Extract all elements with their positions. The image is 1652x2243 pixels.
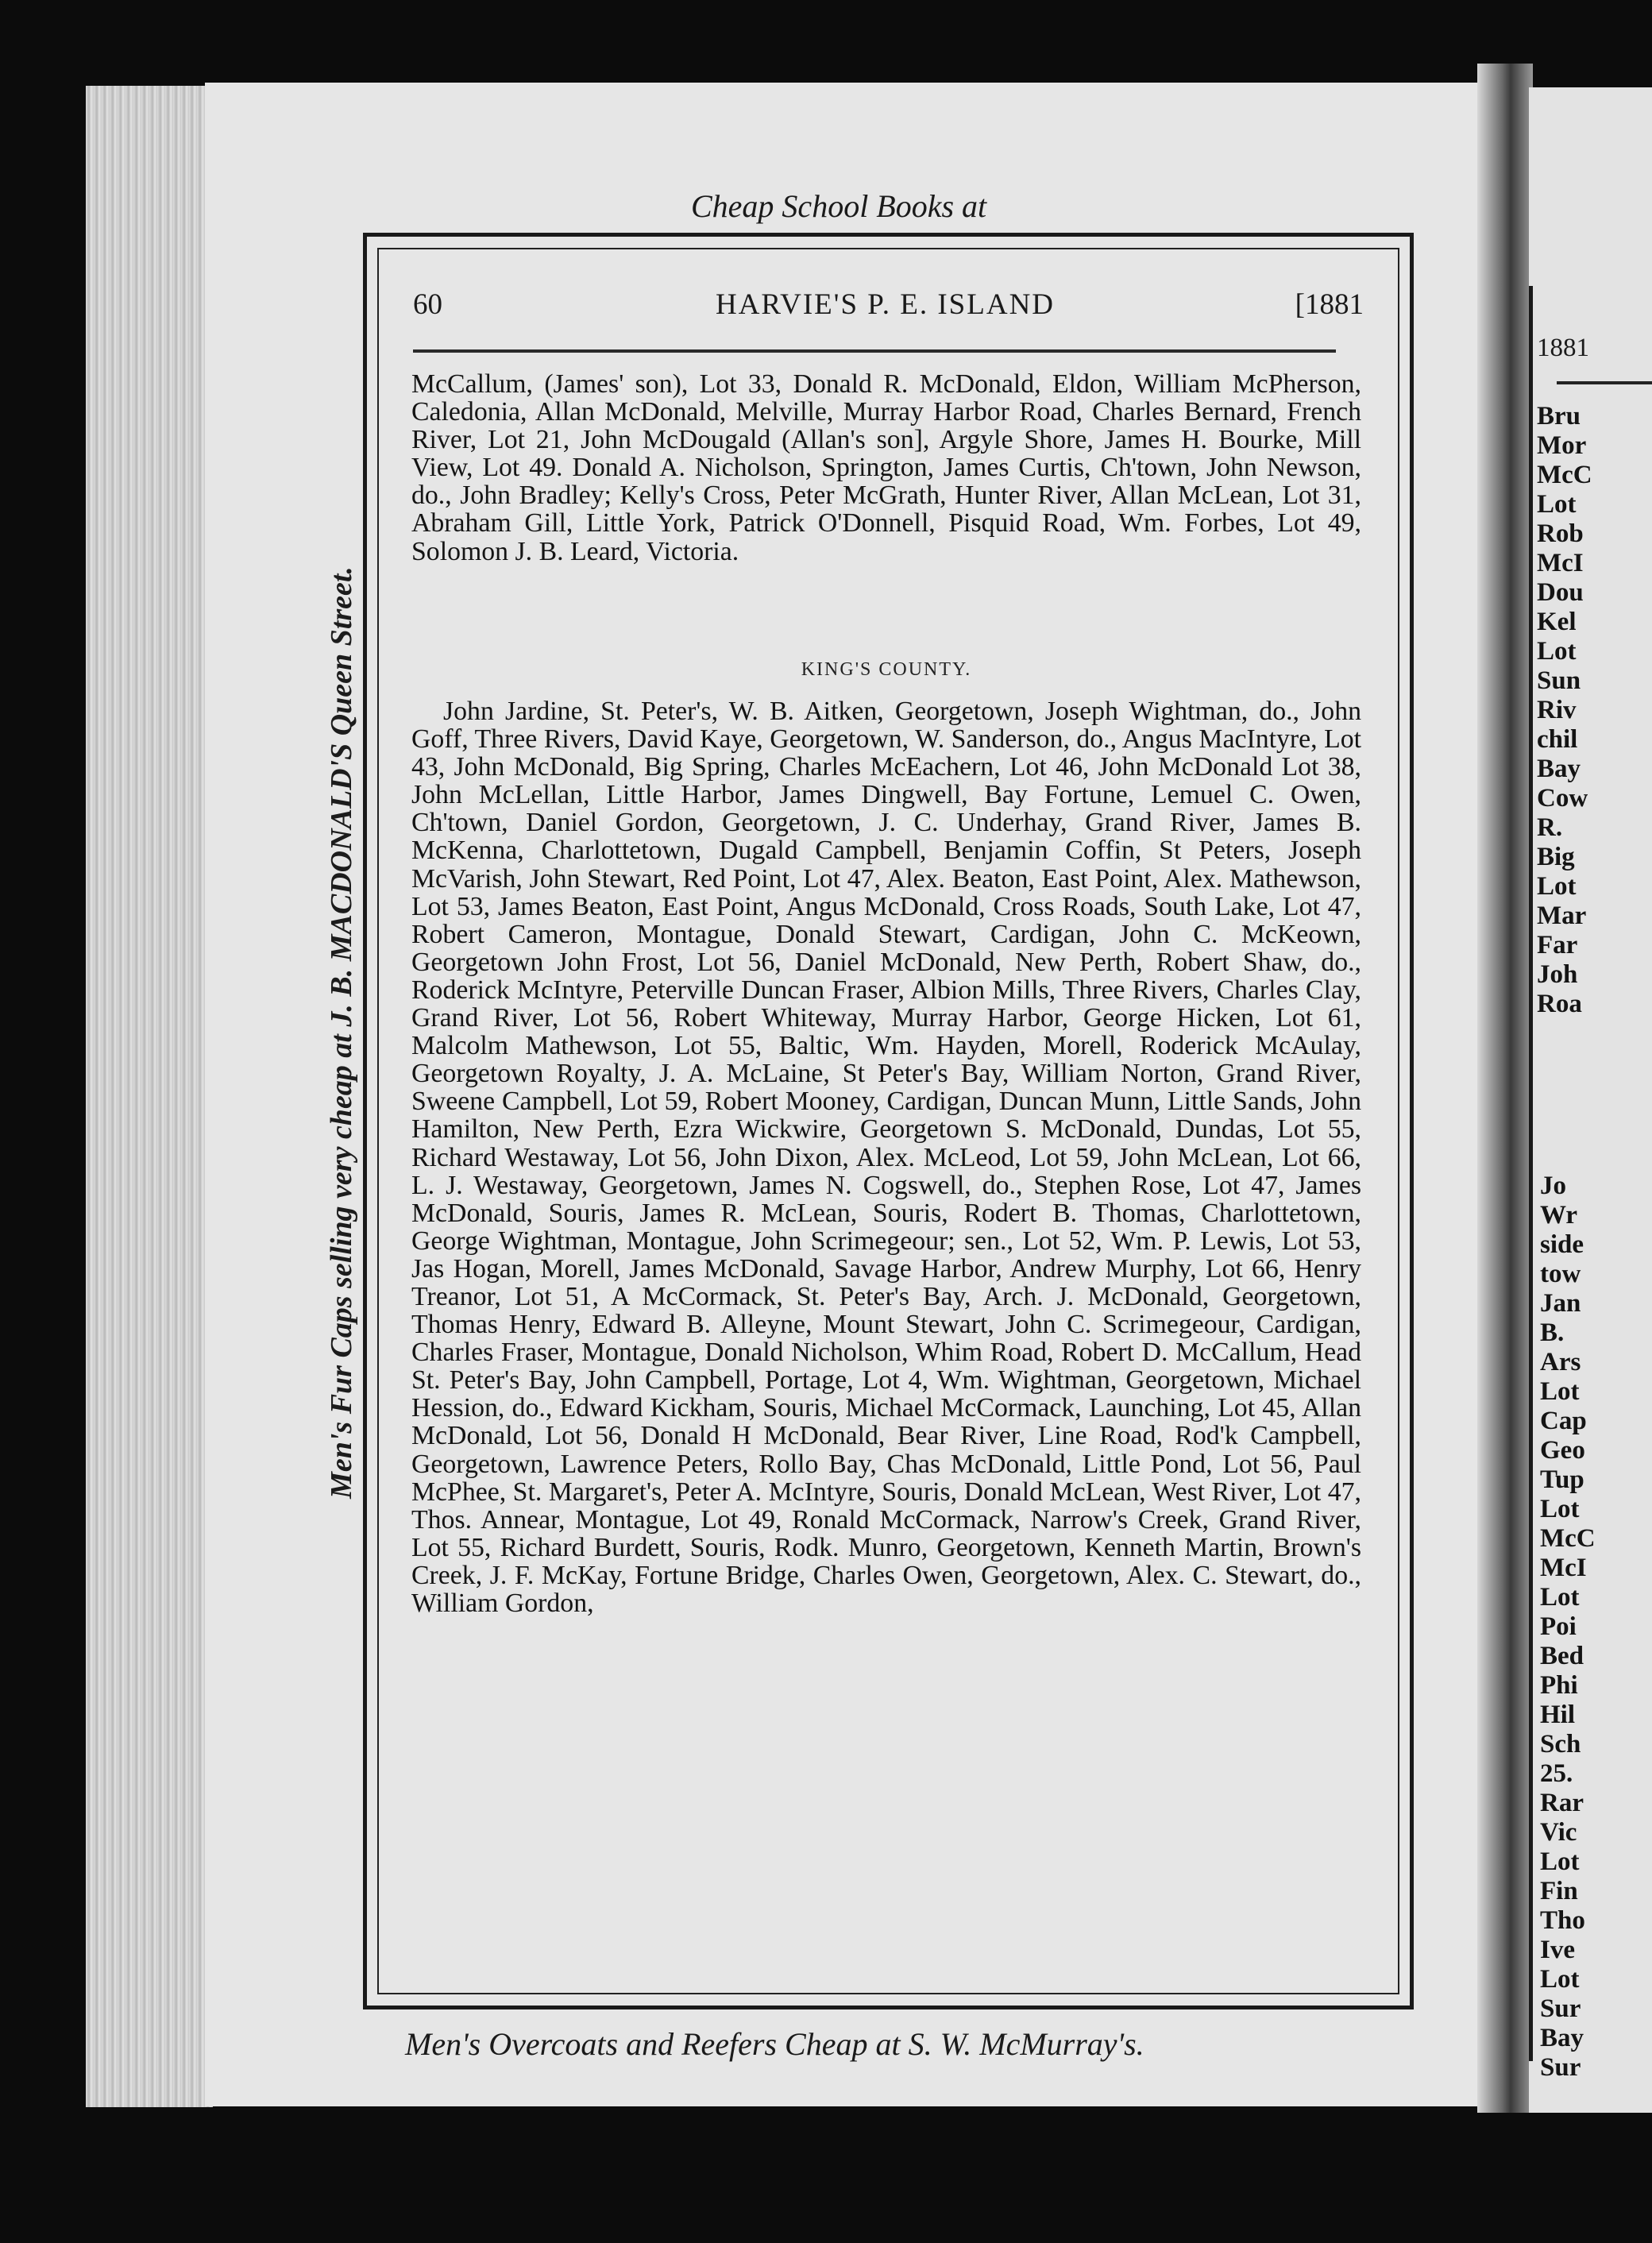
paragraph-kings-county [411,697,1361,1617]
right-page-column-lower: Jo Wr side tow Jan B. Ars Lot Cap Geo Tup Lot McC McI Lot Poi Bed Phi Hil Sch 25. Rar Vic Lot Fin Tho Ive Lot Sur Bay Sur [1540,1172,1596,2082]
paragraph-queens-county-continued: McCallum, (James' son), Lot 33, Donald R. McDonald, Eldon, William McPherson, Caledonia, Allan McDonald, Melville, Murray Harbor Road, Charles Bernard, French River, Lot 21, John McDougald (Allan's son], Argyle Shore, James H. Bourke, Mill View, Lot 49. Donald A. Nicholson, Springton, James Curtis, Ch'town, John Newson, do., John Bradley; Kelly's Cross, Peter McGrath, Hunter River, Allan McLean, Lot 31, Abraham Gill, Little York, Patrick O'Donnell, Pisquid Road, Wm. Forbes, Lot 49, Solomon J. B. Leard, Victoria. [411,369,1361,566]
footer-advert: Men's Overcoats and Reefers Cheap at S. W. McMurray's. [405,2026,1144,2062]
running-head-advert: Cheap School Books at [691,188,987,224]
book-page-edges [86,86,213,2107]
page-number: 60 [413,288,442,321]
right-page-border-lower [1529,1156,1541,2061]
right-page-year: 1881 [1537,334,1589,362]
right-page-column-upper: Bru Mor McC Lot Rob McI Dou Kel Lot Sun Riv chil Bay Cow R. Big Lot Mar Far Joh Roa [1537,402,1592,1018]
page-title: HARVIE'S P. E. ISLAND [715,288,1056,321]
side-advert: Men's Fur Caps selling very cheap at J. B. MACDONALD'S Queen Street. [325,566,358,1499]
page-year: [1881 [1295,288,1364,321]
header-rule [413,349,1336,353]
section-heading-kings-county: KING'S COUNTY. [801,659,972,680]
right-page-rule [1557,381,1652,384]
book-gutter [1477,64,1533,2113]
right-page [1529,87,1652,2113]
page-header [407,288,1364,335]
paragraph-kings-county-text: John Jardine, St. Peter's, W. B. Aitken, Georgetown, Joseph Wightman, do., John Goff, Three Rivers, David Kaye, Georgetown, W. Sanderson, do., Angus MacIntyre, Lot 43, John McDonald, Big Spring, Charles McEachern, Lot 46, John McDonald Lot 38, John McLellan, Little Harbor, James Dingwell, Bay Fortune, Lemuel C. Owen, Ch'town, Daniel Gordon, Georgetown, J. C. Underhay, Grand River, James B. McKenna, Charlottetown, Dugald Campbell, Benjamin Coffin, St Peters, Joseph McVarish, John Stewart, Red Point, Lot 47, Alex. Beaton, East Point, Alex. Mathewson, Lot 53, James Beaton, East Point, Angus McDonald, Cross Roads, South Lake, Lot 47, Robert Cameron, Montague, Donald Stewart, Cardigan, John C. McKeown, Georgetown John Frost, Lot 56, Daniel McDonald, New Perth, Robert Shaw, do., Roderick McIntyre, Peterville Duncan Fraser, Albion Mills, Three Rivers, Charles Clay, Grand River, Lot 56, Robert Whiteway, Murray Harbor, George Hicken, Lot 61, Malcolm Mathewson, Lot 55, Baltic, Wm. Hayden, Morell, Roderick McAulay, Georgetown Royalty, J. A. McLaine, St Peter's Bay, William Norton, Grand River, Sweene Campbell, Lot 59, Robert Mooney, Cardigan, Duncan Munn, Little Sands, John Hamilton, New Perth, Ezra Wickwire, Georgetown S. McDonald, Dundas, Lot 55, Richard Westaway, Lot 56, John Dixon, Alex. McLeod, Lot 59, John McLean, Lot 66, L. J. Westaway, Georgetown, James N. Cogswell, do., Stephen Rose, Lot 47, James McDonald, Souris, James R. McLean, Souris, Rodert B. Thomas, Charlottetown, George Wightman, Montague, John Scrimegeour; sen., Lot 52, Wm. P. Lewis, Lot 53, Jas Hogan, Morell, James McDonald, Savage Harbor, Andrew Murphy, Lot 66, Henry Treanor, Lot 51, A McCormack, St. Peter's Bay, Arch. J. McDonald, Georgetown, Thomas Henry, Edward B. Alleyne, Mount Stewart, John C. Scrimegeour, Cardigan, Charles Fraser, Montague, Donald Nicholson, Whim Road, Robert D. McCallum, Head St. Peter's Bay, John Campbell, Portage, Lot 4, Wm. Wightman, Georgetown, Michael Hession, do., Edward Kickham, Souris, Michael McCormack, Launching, Lot 45, Allan McDonald, Lot 56, Donald H McDonald, Bear River, Line Road, Rod'k Campbell, Georgetown, Lawrence Peters, Rollo Bay, Chas McDonald, Little Pond, Lot 56, Paul McPhee, St. Margaret's, Peter A. McIntyre, Souris, Donald McLean, West River, Lot 47, Thos. Annear, Montague, Lot 49, Ronald McCormack, Narrow's Creek, Grand River, Lot 55, Richard Burdett, Souris, Rodk. Munro, Georgetown, Kenneth Martin, Brown's Creek, J. F. McKay, Fortune Bridge, Charles Owen, Georgetown, Alex. C. Stewart, do., William Gordon, [411,697,1361,1618]
